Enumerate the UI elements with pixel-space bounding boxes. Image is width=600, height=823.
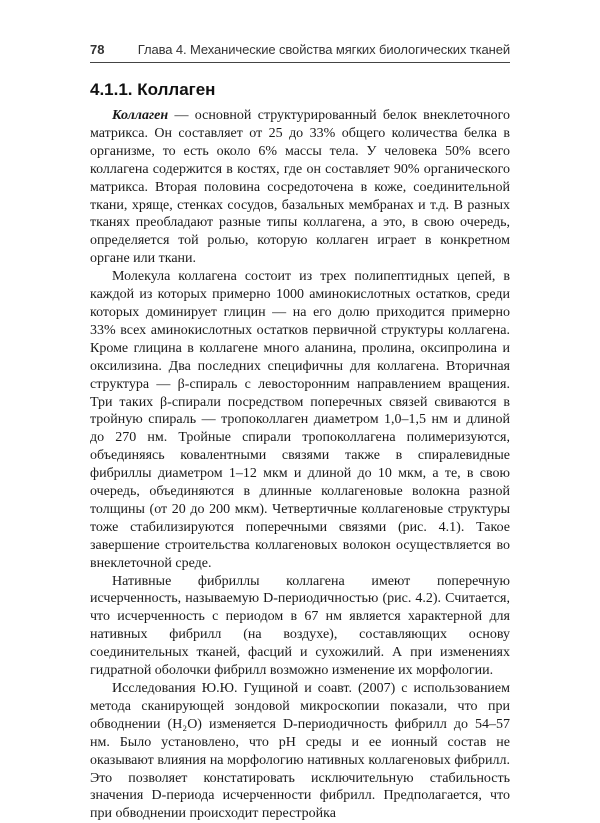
section-heading: 4.1.1. Коллаген bbox=[90, 80, 216, 99]
header-rule bbox=[90, 62, 510, 63]
paragraph: Исследования Ю.Ю. Гущиной и соавт. (2007) с использованием метода сканирующей зондовой микроскопии показали, что при обводнении (H₂O) изменяется D-периодичность фибрилл до 54–57 нм. Было установлено, что pH среды и ее ионный состав не оказывают влияния на морфологию нативных коллагеновых фибрилл. Это позволяет констатировать исключительную стабильность значения D-периода исчерченности фибрилл. Предполагается, что при обводнении происходит перестройка bbox=[90, 681, 510, 822]
chapter-title: Глава 4. Механические свойства мягких биологических тканей bbox=[137, 42, 510, 57]
body-text bbox=[90, 107, 510, 823]
paragraph bbox=[90, 107, 510, 268]
page-number: 78 bbox=[90, 42, 105, 57]
paragraph: Нативные фибриллы коллагена имеют поперечную исчерченность, называемую D-периодичностью (рис. 4.2). Считается, что исчерченность с периодом в 67 нм является характерной для нативных фибрилл (на воздухе), составляющих основу соединительных тканей, фасций и сухожилий. А при изменениях гидратной оболочки фибрилл возможно изменение их морфологии. bbox=[90, 573, 510, 679]
running-header bbox=[90, 40, 510, 62]
paragraph-text: — основной структурированный белок внеклеточного матрикса. Он составляет от 25 до 33% общего количества белка в организме, то есть около 6% массы тела. У человека 50% всего коллагена содержится в костях, где он составляет 90% органического матрикса. Вторая половина сосредоточена в коже, соединительной ткани, хряще, стенках сосудов, базальных мембранах и т.д. В разных тканях преобладают разные типы коллагена, а это, в свою очередь, определяется той ролью, которую коллаген играет в конкретном органе или ткани. bbox=[90, 108, 510, 267]
defined-term: Коллаген bbox=[112, 108, 169, 123]
paragraph: Молекула коллагена состоит из трех полипептидных цепей, в каждой из которых примерно 1000 аминокислотных остатков, среди которых доминирует глицин — на его долю приходится примерно 33% всех аминокислотных остатков первичной структуры коллагена. Кроме глицина в коллагене много аланина, пролина, оксипролина и оксилизина. Два последних специфичны для коллагена. Вторичная структура — β-спираль с левосторонним направлением вращения. Три таких β-спирали посредством поперечных связей свиваются в тройную спираль — тропоколлаген диаметром 1,0–1,5 нм и длиной до 270 нм. Тройные спирали тропоколлагена полимеризуются, объединяясь ковалентными связями также в спиралевидные фибриллы диаметром 1–12 мкм и длиной до 10 мкм, а те, в свою очередь, объединяются в длинные коллагеновые волокна разной толщины (от 20 до 200 мкм). Четвертичные коллагеновые структуры тоже стабилизируются поперечными связями (рис. 4.1). Такое завершение строительства коллагеновых волокон осуществляется во внеклеточной среде. bbox=[90, 269, 510, 571]
